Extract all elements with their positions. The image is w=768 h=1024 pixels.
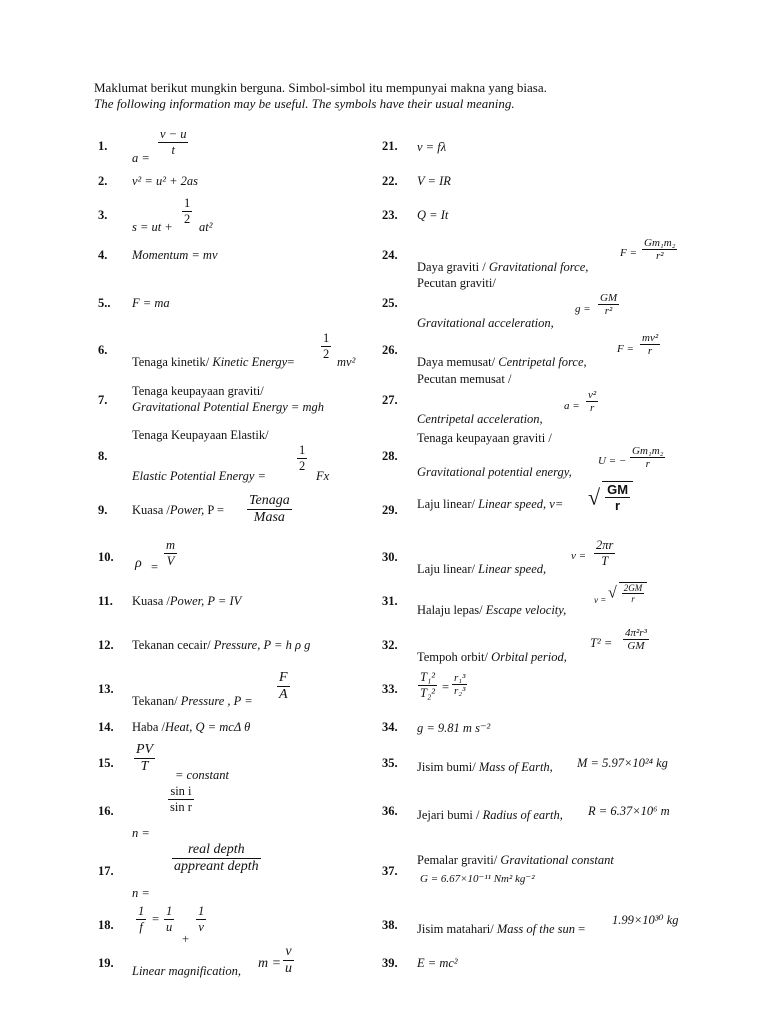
formula-lhs: a = <box>132 151 150 165</box>
formula-label: Gravitational potential energy, <box>417 465 572 479</box>
formula-number: 13. <box>98 682 114 696</box>
formula-lhs: v = <box>594 595 607 605</box>
formula-fraction-radii: $\frac{\text{r₁³}}{\text{r₂³}}$ <box>454 672 466 697</box>
formula-number: 6. <box>98 343 108 357</box>
formula-fraction-v: $\frac{1}{v}$ <box>198 904 205 934</box>
formula-label: Daya graviti / Gravitational force, <box>417 260 589 274</box>
formula-lhs: s = ut + <box>132 220 173 234</box>
formula-text: v² = u² + 2as <box>132 174 199 188</box>
formula-lhs: a = <box>564 400 580 412</box>
formula-number: 7. <box>98 393 108 407</box>
formula-lhs: m = <box>258 956 282 971</box>
formula-label: Centripetal acceleration, <box>417 412 543 426</box>
formula-fraction: $\frac{\text{Gm₁m₂}}{r}$ <box>632 445 664 470</box>
formula-label: Jejari bumi / Radius of earth, <box>417 808 563 822</box>
formula-number: 29. <box>382 503 398 517</box>
formula-fraction: $\frac{\text{Tenaga}}{\text{Masa}}$ <box>249 493 290 525</box>
formula-tail: Fx <box>316 469 330 483</box>
formula-fraction: $\frac{2\pi r}{T}$ <box>596 538 614 568</box>
formula-lhs: U = − <box>598 455 627 467</box>
formula-text: Q = It <box>417 208 449 222</box>
formula-fraction: $\frac{v}{u}$ <box>285 944 292 976</box>
formula-line1: Tenaga keupayaan graviti / <box>417 431 552 445</box>
formula-fraction: $\frac{m}{V}$ <box>166 538 176 568</box>
formula-eq: = <box>151 560 159 574</box>
formula-number: 27. <box>382 393 398 407</box>
formula-label: Tempoh orbit/ Orbital period, <box>417 650 567 664</box>
formula-number: 11. <box>98 594 113 608</box>
formula-tail: 1.99×10³⁰ kg <box>612 913 679 927</box>
formula-number: 24. <box>382 248 398 262</box>
formula-fraction: $\frac{\text{4π²r³}}{GM}$ <box>625 627 647 652</box>
formula-fraction: $\frac{1}{2}$ <box>184 196 191 226</box>
formula-tail: at² <box>199 220 213 234</box>
formula-label: Laju linear/ Linear speed, v= <box>417 497 564 511</box>
formula-line1: Tenaga Keupayaan Elastik/ <box>132 428 269 442</box>
formula-number: 18. <box>98 918 114 932</box>
formula-number: 10. <box>98 550 114 564</box>
formula-number: 19. <box>98 956 114 970</box>
formula-number: 21. <box>382 139 398 153</box>
formula-sqrt: √ $\frac{2GM}{r}$ <box>608 582 647 604</box>
formula-fraction: $\frac{\text{real depth}}{\text{appreant depth}}$ <box>174 842 259 874</box>
formula-fraction: $\frac{v - u}{t}$ <box>160 127 187 157</box>
formula-lhs: v = <box>571 550 587 562</box>
formula-number: 17. <box>98 864 114 878</box>
formula-fraction: $\frac{F}{A}$ <box>279 670 288 702</box>
formula-label: Halaju lepas/ Escape velocity, <box>417 603 567 617</box>
formula-tail: G = 6.67×10⁻¹¹ Nm² kg⁻² <box>420 873 535 885</box>
formula-number: 30. <box>382 550 398 564</box>
formula-number: 3. <box>98 208 108 222</box>
formula-lhs: n = <box>132 826 150 840</box>
formula-text: F = ma <box>132 296 170 310</box>
formula-lhs: T² = <box>590 636 613 650</box>
formula-tail: E = mc² <box>417 956 458 970</box>
formula-number: 32. <box>382 638 398 652</box>
formula-number: 26. <box>382 343 398 357</box>
formula-line1: Pecutan memusat / <box>417 372 512 386</box>
formula-fraction-f: $\frac{1}{f}$ <box>138 904 145 934</box>
intro-malay: Maklumat berikut mungkin berguna. Simbol-simbol itu mempunyai makna yang biasa. <box>94 80 547 95</box>
formula-fraction: $\frac{\text{mv²}}{r}$ <box>642 332 659 357</box>
formula-fraction-u: $\frac{1}{u}$ <box>166 904 173 934</box>
formula-eq: = <box>152 912 160 926</box>
formula-number: 28. <box>382 449 398 463</box>
formula-fraction: $\frac{1}{2}$ <box>323 331 330 361</box>
formula-line2: Gravitational Potential Energy = mgh <box>132 400 324 414</box>
formula-fraction: $\frac{\text{v²}}{r}$ <box>588 389 597 414</box>
formula-lhs: F = <box>617 343 634 355</box>
formula-number: 34. <box>382 720 398 734</box>
formula-label: Linear magnification, <box>132 964 242 978</box>
formula-number: 16. <box>98 804 114 818</box>
formula-text: Momentum = mv <box>132 248 218 262</box>
formula-lhs: ρ <box>135 556 142 571</box>
formula-label: Daya memusat/ Centripetal force, <box>417 355 587 369</box>
formula-fraction-periods: $\frac{\text{T₁²}}{\text{T₂²}}$ <box>420 670 436 700</box>
formula-eq: = <box>442 680 450 694</box>
formula-tail: R = 6.37×10⁶ m <box>588 804 670 818</box>
formula-number: 35. <box>382 756 398 770</box>
formula-label: Tenaga kinetik/ Kinetic Energy= <box>132 355 295 369</box>
formula-text: g = 9.81 m s⁻² <box>417 721 491 735</box>
formula-number: 12. <box>98 638 114 652</box>
formula-fraction: $\frac{PV}{T}$ <box>136 742 154 774</box>
formula-line2: Elastic Potential Energy = <box>132 469 266 483</box>
formula-label: Pemalar graviti/ Gravitational constant <box>417 853 614 867</box>
formula-number: 23. <box>382 208 398 222</box>
formula-text: v = fλ <box>417 140 447 154</box>
formula-tail: = constant <box>175 768 229 782</box>
formula-text: V = IR <box>417 174 451 188</box>
formula-number: 15. <box>98 756 114 770</box>
formula-tail: M = 5.97×10²⁴ kg <box>577 756 668 770</box>
formula-fraction: $\frac{1}{2}$ <box>299 443 306 473</box>
formula-label: Kuasa /Power, P = <box>132 503 225 517</box>
formula-label: Gravitational acceleration, <box>417 316 554 330</box>
formula-fraction: $\frac{\text{Gm₁m₂}}{\text{r²}}$ <box>644 237 676 262</box>
formula-lhs: n = <box>132 886 150 900</box>
formula-number: 25. <box>382 296 398 310</box>
formula-fraction: $\frac{GM}{\text{r²}}$ <box>600 292 618 317</box>
formula-number: 4. <box>98 248 108 262</box>
formula-number: 39. <box>382 956 398 970</box>
formula-line1: Pecutan graviti/ <box>417 276 496 290</box>
intro-english: The following information may be useful. The symbols have their usual meaning. <box>94 96 515 111</box>
formula-label: Jisim bumi/ Mass of Earth, <box>417 760 553 774</box>
formula-number: 33. <box>382 682 398 696</box>
formula-number: 5.. <box>98 296 111 310</box>
formula-number: 31. <box>382 594 398 608</box>
formula-lhs: g = <box>575 303 591 315</box>
formula-sqrt: √ $\frac{GM}{r}$ <box>588 481 633 513</box>
formula-number: 1. <box>98 139 108 153</box>
formula-text: Kuasa /Power, P = IV <box>132 594 242 608</box>
formula-number: 9. <box>98 503 108 517</box>
formula-label: Tekanan/ Pressure , P = <box>132 694 253 708</box>
formula-text: Tekanan cecair/ Pressure, P = h ρ g <box>132 638 311 652</box>
formula-number: 36. <box>382 804 398 818</box>
formula-text: Haba /Heat, Q = mcΔ θ <box>132 720 251 734</box>
formula-label: Jisim matahari/ Mass of the sun = <box>417 922 586 936</box>
formula-number: 2. <box>98 174 108 188</box>
formula-plus: + <box>182 932 190 946</box>
formula-number: 14. <box>98 720 114 734</box>
formula-number: 38. <box>382 918 398 932</box>
formula-fraction: $\frac{\text{sin i}}{\text{sin r}}$ <box>170 784 192 814</box>
formula-label: Laju linear/ Linear speed, <box>417 562 547 576</box>
formula-number: 37. <box>382 864 398 878</box>
formula-line1: Tenaga keupayaan graviti/ <box>132 384 264 398</box>
formula-tail: mv² <box>337 355 356 369</box>
formula-lhs: F = <box>620 247 637 259</box>
formula-number: 8. <box>98 449 108 463</box>
formula-number: 22. <box>382 174 398 188</box>
intro <box>94 80 694 112</box>
